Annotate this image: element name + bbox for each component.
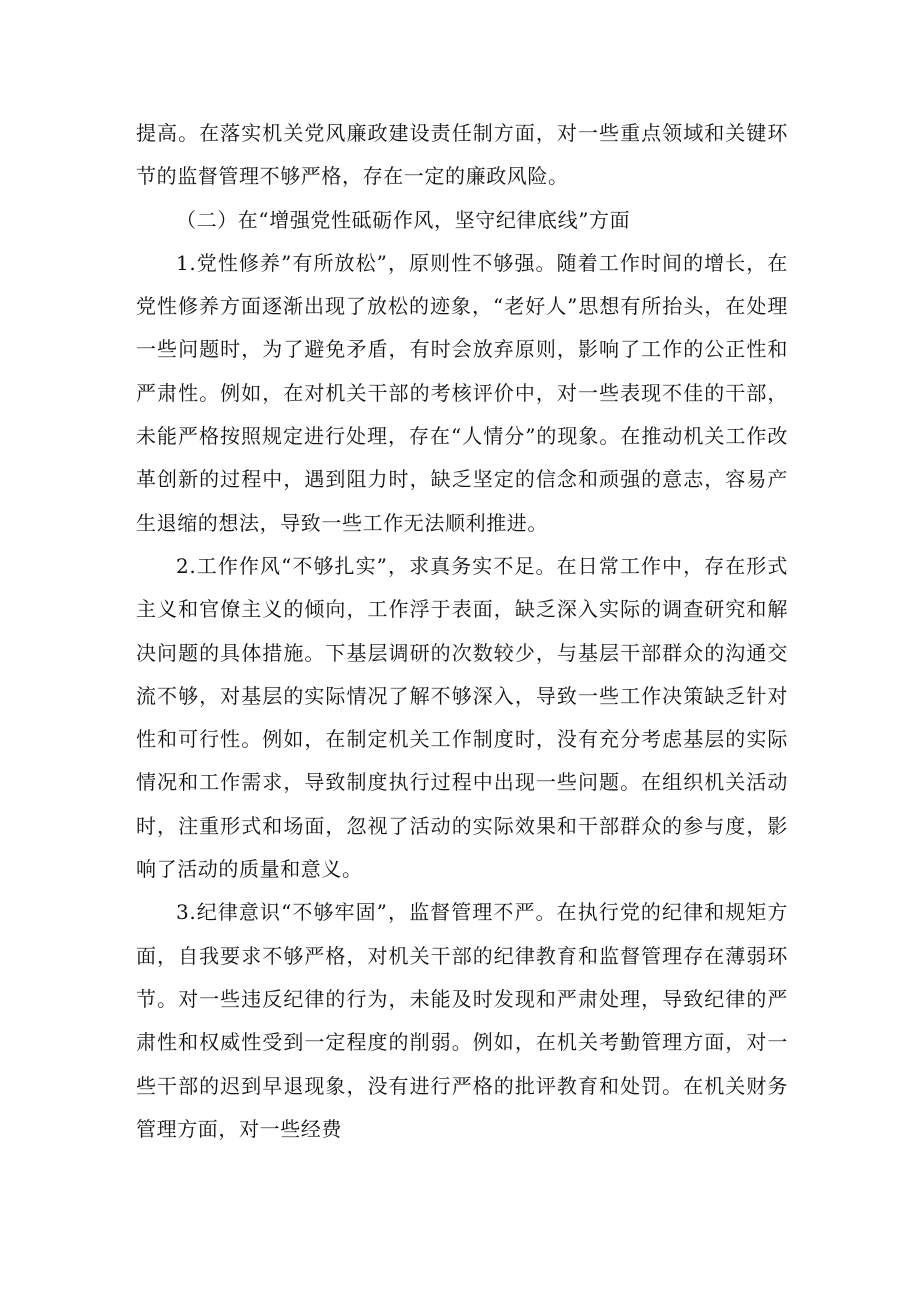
paragraph-party-cultivation: 1.党性修养”有所放松”，原则性不够强。随着工作时间的增长，在党性修养方面逐渐出现了放松的迹象，“老好人”思想有所抬头，在处理一些问题时，为了避免矛盾，有时会放弃原则，影响了工作的公正性和严肃性。例如，在对机关干部的考核评价中，对一些表现不佳的干部，未能严格按照规定进行处理，存在“人情分”的现象。在推动机关工作改革创新的过程中，遇到阻力时，缺乏坚定的信念和顽强的意志，容易产生退缩的想法，导致一些工作无法顺利推进。 (136, 250, 788, 535)
section-heading: （二）在“增强党性砥砺作风，坚守纪律底线”方面 (176, 207, 631, 232)
document-body (136, 112, 788, 1151)
paragraph-discipline: 3.纪律意识“不够牢固”，监督管理不严。在执行党的纪律和规矩方面，自我要求不够严格，对机关干部的纪律教育和监督管理存在薄弱环节。对一些违反纪律的行为，未能及时发现和严肃处理，导致纪律的严肃性和权威性受到一定程度的削弱。例如，在机关考勤管理方面，对一些干部的迟到早退现象，没有进行严格的批评教育和处罚。在机关财务管理方面，对一些经费 (136, 900, 788, 1141)
paragraph-continued: 提高。在落实机关党风廉政建设责任制方面，对一些重点领域和关键环节的监督管理不够严格，存在一定的廉政风险。 (136, 121, 788, 189)
paragraph-work-style: 2.工作作风“不够扎实”，求真务实不足。在日常工作中，存在形式主义和官僚主义的倾向，工作浮于表面，缺乏深入实际的调查研究和解决问题的具体措施。下基层调研的次数较少，与基层干部群众的沟通交流不够，对基层的实际情况了解不够深入，导致一些工作决策缺乏针对性和可行性。例如，在制定机关工作制度时，没有充分考虑基层的实际情况和工作需求，导致制度执行过程中出现一些问题。在组织机关活动时，注重形式和场面，忽视了活动的实际效果和干部群众的参与度，影响了活动的质量和意义。 (136, 553, 788, 882)
